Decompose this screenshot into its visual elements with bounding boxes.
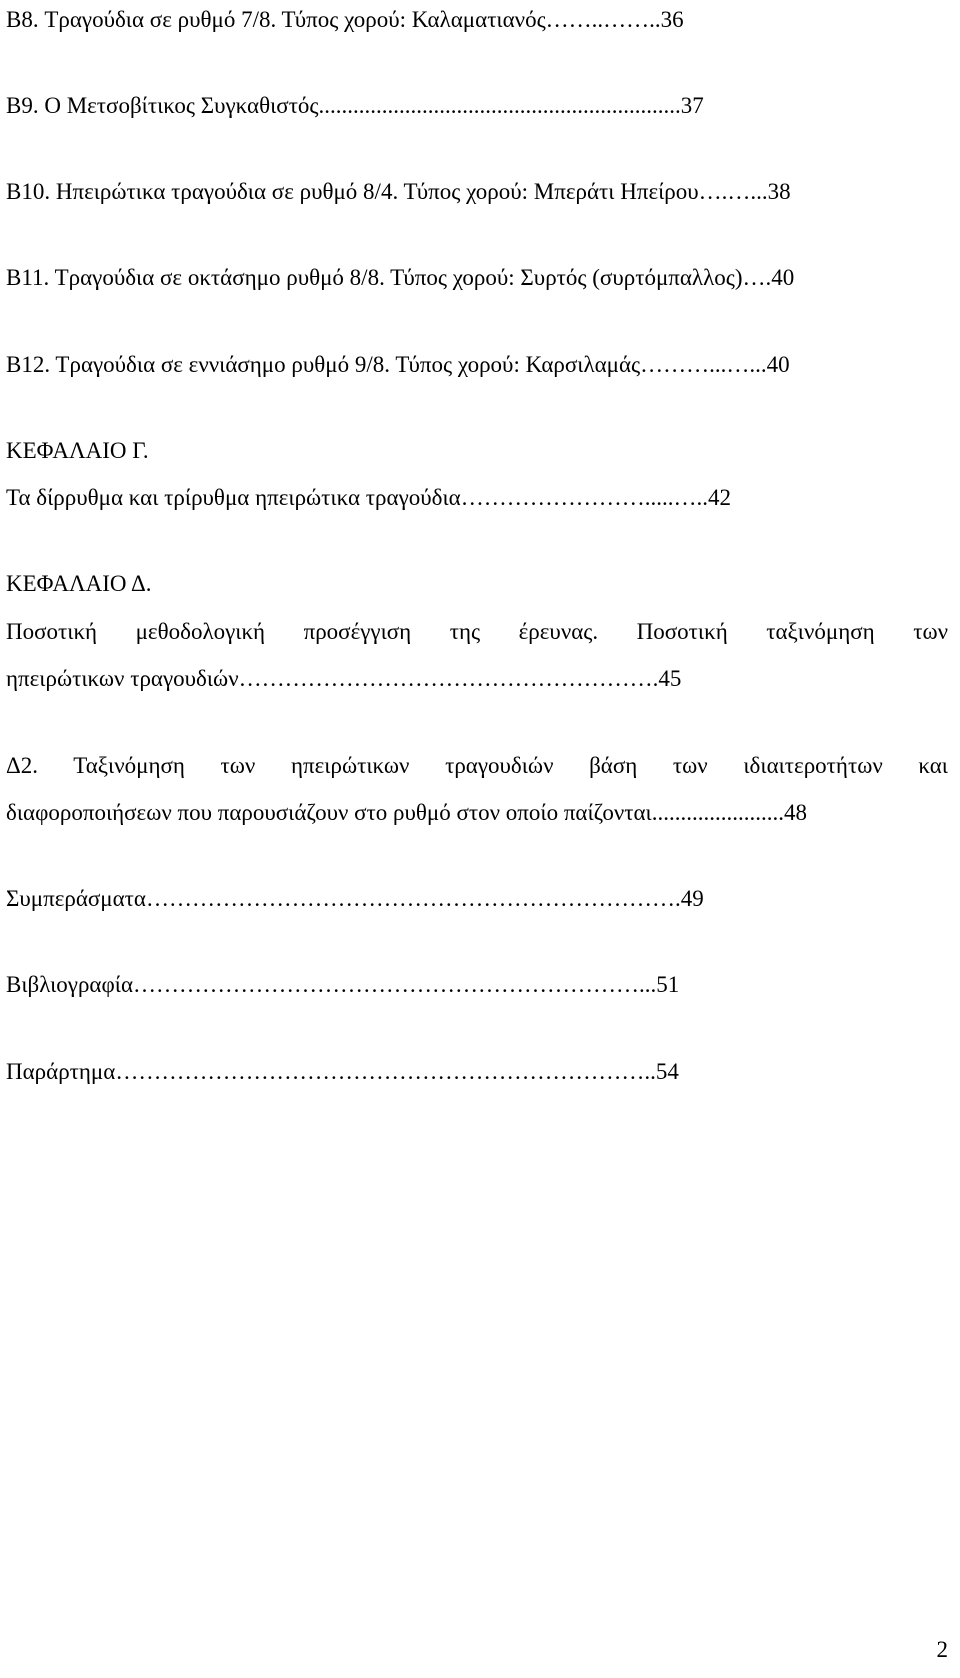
toc-entry-b11: Β11. Τραγούδια σε οκτάσημο ρυθμό 8/8. Τύπος χορού: Συρτός (συρτόμπαλλος)….40 bbox=[6, 265, 795, 290]
chapter-heading-d: ΚΕΦΑΛΑΙΟ Δ. bbox=[6, 571, 152, 596]
toc-entry-b10: Β10. Ηπειρώτικα τραγούδια σε ρυθμό 8/4. Τύπος χορού: Μπεράτι Ηπείρου….…...38 bbox=[6, 179, 791, 204]
toc-entry-bibliography: Βιβλιογραφία…………………………………………………………...51 bbox=[6, 972, 680, 997]
page-number: 2 bbox=[936, 1637, 948, 1662]
toc-entry-chapter-d-line2: ηπειρώτικων τραγουδιών……………………………………………….45 bbox=[6, 666, 682, 691]
toc-entry-d2-line1: Δ2. Ταξινόμηση των ηπειρώτικων τραγουδιών βάση των ιδιαιτεροτήτων και bbox=[6, 753, 948, 778]
toc-entry-appendix: Παράρτημα……………………………………………………………..54 bbox=[6, 1059, 679, 1084]
toc-entry-b12: Β12. Τραγούδια σε εννιάσημο ρυθμό 9/8. Τύπος χορού: Καρσιλαμάς………...…...40 bbox=[6, 352, 790, 377]
toc-entry-conclusions: Συμπεράσματα…………………………………………………………….49 bbox=[6, 886, 704, 911]
toc-entry-chapter-c: Τα δίρρυθμα και τρίρυθμα ηπειρώτικα τραγούδια…………………….....…..42 bbox=[6, 485, 731, 510]
toc-entry-d2-line2: διαφοροποιήσεων που παρουσιάζουν στο ρυθμό στον οποίο παίζονται.......................48 bbox=[6, 800, 807, 825]
toc-entry-chapter-d-line1: Ποσοτική μεθοδολογική προσέγγιση της έρευνας. Ποσοτική ταξινόμηση των bbox=[6, 619, 948, 644]
toc-entry-b8: B8. Τραγούδια σε ρυθμό 7/8. Τύπος χορού: Καλαματιανός……..……..36 bbox=[6, 7, 684, 32]
toc-entry-b9: Β9. Ο Μετσοβίτικος Συγκαθιστός...............................................................37 bbox=[6, 93, 704, 118]
chapter-heading-c: ΚΕΦΑΛΑΙΟ Γ. bbox=[6, 438, 149, 463]
